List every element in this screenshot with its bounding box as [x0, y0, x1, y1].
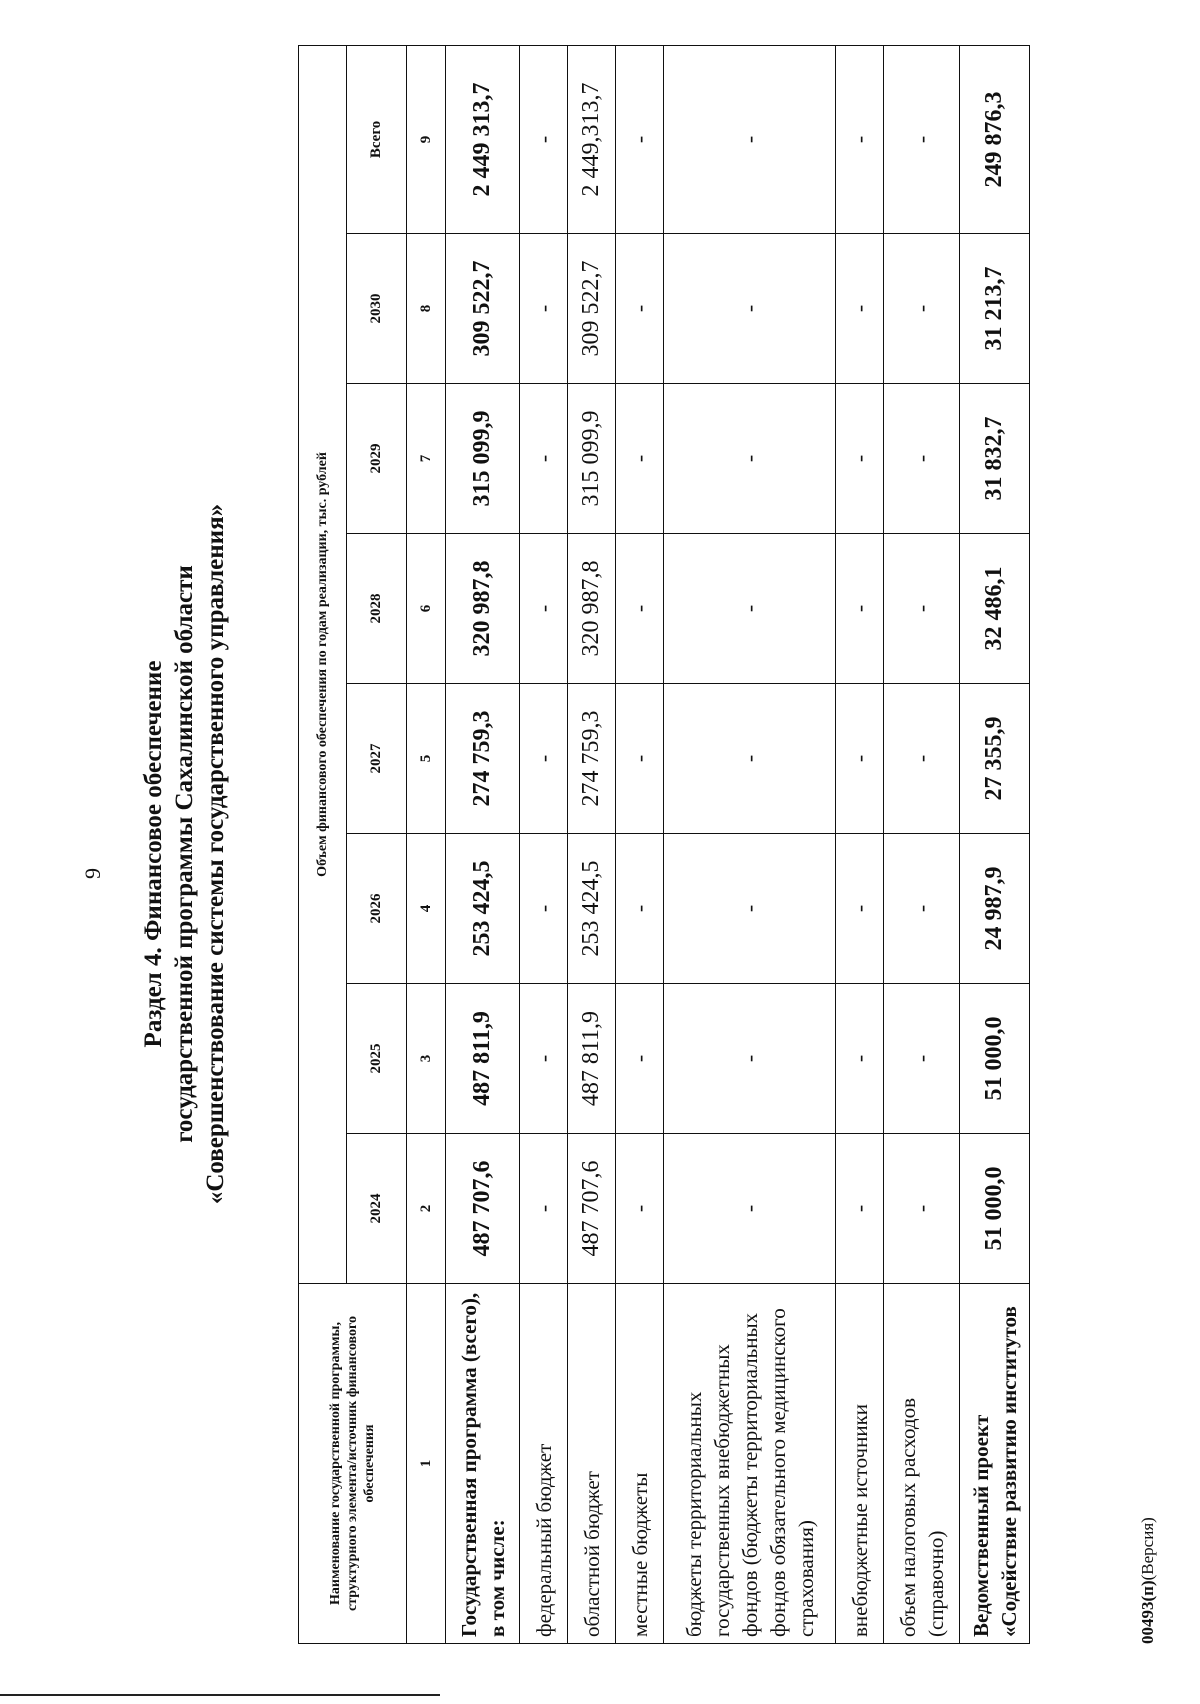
value-cell: - — [520, 1134, 568, 1284]
value-cell: - — [664, 234, 836, 384]
column-number: 8 — [407, 234, 446, 384]
value-cell: - — [616, 984, 664, 1134]
table-row — [616, 45, 664, 1643]
header-year-2026: 2026 — [347, 834, 407, 984]
value-cell: - — [616, 534, 664, 684]
value-cell: 249 876,3 — [960, 45, 1030, 233]
value-cell: - — [664, 984, 836, 1134]
value-cell: - — [836, 834, 884, 984]
title-line-3: «Совершенствование системы государственного управления» — [202, 503, 229, 1205]
value-cell: 2 449,313,7 — [568, 45, 616, 233]
value-cell: - — [664, 684, 836, 834]
value-cell: 2 449 313,7 — [446, 45, 520, 233]
value-cell: 309 522,7 — [446, 234, 520, 384]
table-row — [520, 45, 568, 1643]
section-title — [138, 154, 231, 1554]
row-name-cell: внебюджетные источники — [836, 1284, 884, 1644]
row-name-cell: Ведомственный проект «Содействие развитию институтов — [960, 1284, 1030, 1644]
value-cell: 487 811,9 — [446, 984, 520, 1134]
value-cell: - — [664, 1134, 836, 1284]
value-cell: 27 355,9 — [960, 684, 1030, 834]
value-cell: - — [616, 45, 664, 233]
value-cell: 51 000,0 — [960, 984, 1030, 1134]
value-cell: - — [836, 984, 884, 1134]
value-cell: - — [836, 45, 884, 233]
value-cell: 309 522,7 — [568, 234, 616, 384]
value-cell: - — [664, 45, 836, 233]
column-number: 9 — [407, 45, 446, 233]
document-code-number: 00493(п) — [1138, 1580, 1157, 1644]
value-cell: - — [836, 1134, 884, 1284]
value-cell: 253 424,5 — [446, 834, 520, 984]
value-cell: - — [520, 45, 568, 233]
value-cell: - — [836, 384, 884, 534]
value-cell: - — [884, 234, 960, 384]
value-cell: 487 707,6 — [446, 1134, 520, 1284]
value-cell: 253 424,5 — [568, 834, 616, 984]
column-number: 5 — [407, 684, 446, 834]
value-cell: - — [884, 384, 960, 534]
value-cell: 487 707,6 — [568, 1134, 616, 1284]
header-total: Всего — [347, 45, 407, 233]
column-number: 3 — [407, 984, 446, 1134]
value-cell: 31 213,7 — [960, 234, 1030, 384]
table-row — [836, 45, 884, 1643]
row-name-cell: местные бюджеты — [616, 1284, 664, 1644]
header-year-2024: 2024 — [347, 1134, 407, 1284]
value-cell: 315 099,9 — [568, 384, 616, 534]
header-name-cell: Наименование государственной программы, структурного элемента/источник финансового обеспечения — [299, 1284, 407, 1644]
value-cell: - — [836, 684, 884, 834]
table-row — [884, 45, 960, 1643]
value-cell: - — [664, 534, 836, 684]
table-row — [960, 45, 1030, 1643]
value-cell: - — [616, 384, 664, 534]
value-cell: 274 759,3 — [568, 684, 616, 834]
title-line-2: государственной программы Сахалинской области — [171, 565, 198, 1143]
row-name-cell: Государственная программа (всего), в том числе: — [446, 1284, 520, 1644]
row-name-cell: областной бюджет — [568, 1284, 616, 1644]
table-row — [664, 45, 836, 1643]
value-cell: - — [884, 984, 960, 1134]
value-cell: - — [520, 984, 568, 1134]
value-cell: - — [520, 534, 568, 684]
table-row — [446, 45, 520, 1643]
value-cell: - — [664, 834, 836, 984]
value-cell: - — [520, 234, 568, 384]
value-cell: - — [520, 384, 568, 534]
bottom-rule — [0, 1694, 440, 1696]
value-cell: 320 987,8 — [446, 534, 520, 684]
column-number: 6 — [407, 534, 446, 684]
page-number: 9 — [80, 868, 105, 879]
value-cell: 32 486,1 — [960, 534, 1030, 684]
value-cell: 487 811,9 — [568, 984, 616, 1134]
table-row — [568, 45, 616, 1643]
value-cell: - — [884, 684, 960, 834]
financing-table — [298, 45, 1030, 1644]
value-cell: - — [884, 534, 960, 684]
value-cell: - — [520, 684, 568, 834]
value-cell: - — [616, 1134, 664, 1284]
value-cell: - — [616, 684, 664, 834]
column-number: 4 — [407, 834, 446, 984]
value-cell: - — [836, 534, 884, 684]
title-line-1: Раздел 4. Финансовое обеспечение — [140, 660, 167, 1048]
header-year-2028: 2028 — [347, 534, 407, 684]
row-name-cell: федеральный бюджет — [520, 1284, 568, 1644]
value-cell: - — [520, 834, 568, 984]
header-year-2029: 2029 — [347, 384, 407, 534]
value-cell: 31 832,7 — [960, 384, 1030, 534]
value-cell: - — [884, 45, 960, 233]
table-body — [446, 45, 1030, 1643]
value-cell: 320 987,8 — [568, 534, 616, 684]
row-name-cell: бюджеты территориальных государственных внебюджетных фондов (бюджеты территориальных фондов обязательного медицинского страхования) — [664, 1284, 836, 1644]
header-group-cell: Объем финансового обеспечения по годам реализации, тыс. рублей — [299, 45, 347, 1283]
value-cell: 51 000,0 — [960, 1134, 1030, 1284]
value-cell: 24 987,9 — [960, 834, 1030, 984]
document-code — [1138, 1517, 1158, 1644]
column-number: 7 — [407, 384, 446, 534]
value-cell: - — [664, 384, 836, 534]
row-name-cell: объем налоговых расходов (справочно) — [884, 1284, 960, 1644]
value-cell: - — [616, 834, 664, 984]
column-number: 1 — [407, 1284, 446, 1644]
header-year-2027: 2027 — [347, 684, 407, 834]
value-cell: - — [884, 1134, 960, 1284]
header-year-2025: 2025 — [347, 984, 407, 1134]
value-cell: - — [884, 834, 960, 984]
document-version: (Версия) — [1138, 1517, 1157, 1581]
column-number: 2 — [407, 1134, 446, 1284]
value-cell: 274 759,3 — [446, 684, 520, 834]
value-cell: - — [836, 234, 884, 384]
header-year-2030: 2030 — [347, 234, 407, 384]
value-cell: 315 099,9 — [446, 384, 520, 534]
value-cell: - — [616, 234, 664, 384]
